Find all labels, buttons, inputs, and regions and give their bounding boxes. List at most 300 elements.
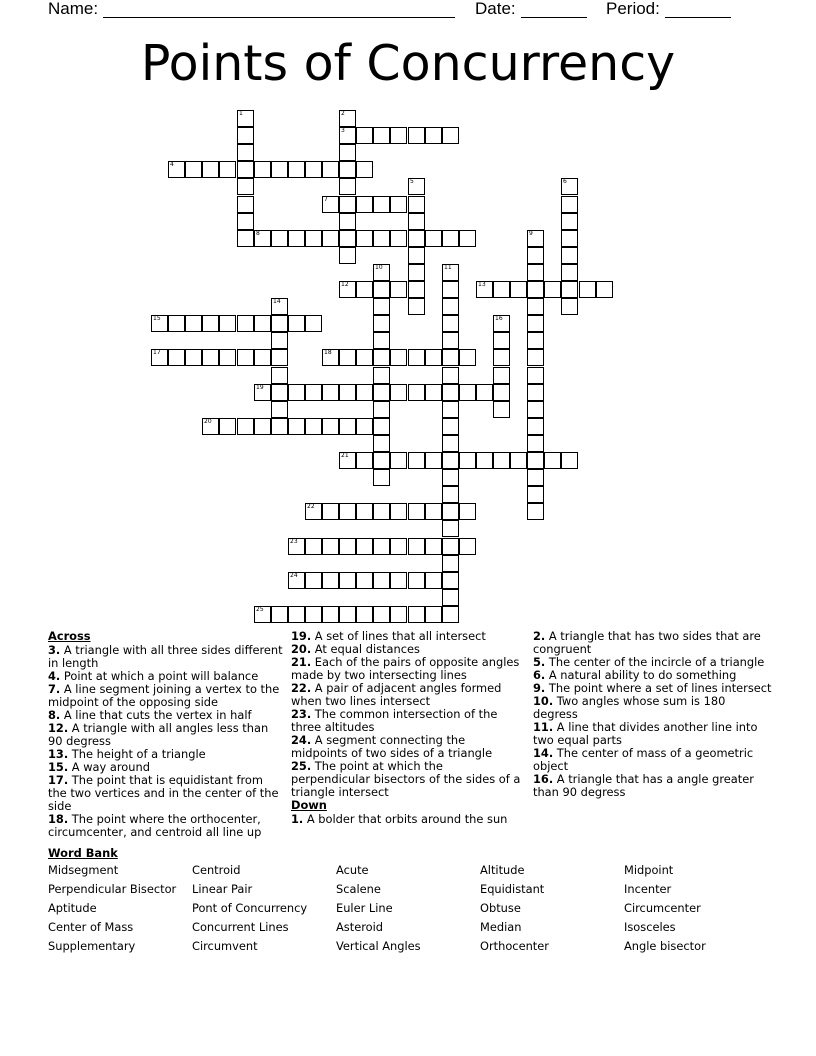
grid-cell[interactable] xyxy=(168,349,185,366)
grid-cell[interactable] xyxy=(442,435,459,452)
grid-cell[interactable] xyxy=(237,127,254,144)
clue-text: A natural ability to do something xyxy=(545,668,737,682)
grid-cell[interactable] xyxy=(254,315,271,332)
grid-cell[interactable] xyxy=(254,418,271,435)
grid-cell[interactable] xyxy=(459,538,476,555)
date-field[interactable] xyxy=(475,0,587,18)
grid-cell[interactable] xyxy=(339,110,356,127)
clue-number: 19 xyxy=(256,384,264,391)
clue-item xyxy=(48,722,284,748)
grid-cell[interactable] xyxy=(356,503,373,520)
clue-number: 14. xyxy=(533,746,554,760)
grid-cell[interactable] xyxy=(237,144,254,161)
grid-cell[interactable] xyxy=(408,503,425,520)
grid-cell[interactable] xyxy=(356,127,373,144)
clue-number: 17 xyxy=(153,349,161,356)
grid-cell[interactable] xyxy=(339,281,356,298)
grid-cell[interactable] xyxy=(237,161,254,178)
grid-cell[interactable] xyxy=(237,196,254,213)
grid-cell[interactable] xyxy=(544,281,561,298)
grid-cell[interactable] xyxy=(373,452,390,469)
grid-cell[interactable] xyxy=(527,281,544,298)
grid-cell[interactable] xyxy=(561,230,578,247)
grid-cell[interactable] xyxy=(459,503,476,520)
grid-cell[interactable] xyxy=(339,384,356,401)
grid-cell[interactable] xyxy=(373,572,390,589)
grid-cell[interactable] xyxy=(288,384,305,401)
grid-cell[interactable] xyxy=(339,606,356,623)
grid-cell[interactable] xyxy=(322,196,339,213)
grid-cell[interactable] xyxy=(151,349,168,366)
grid-cell[interactable] xyxy=(442,452,459,469)
grid-cell[interactable] xyxy=(339,349,356,366)
clue-number: 22. xyxy=(291,681,312,695)
grid-cell[interactable] xyxy=(356,196,373,213)
grid-cell[interactable] xyxy=(339,452,356,469)
grid-cell[interactable] xyxy=(271,606,288,623)
grid-cell[interactable] xyxy=(185,349,202,366)
clue-number: 10. xyxy=(533,694,554,708)
grid-cell[interactable] xyxy=(493,452,510,469)
grid-cell[interactable] xyxy=(442,589,459,606)
grid-cell[interactable] xyxy=(322,606,339,623)
grid-cell[interactable] xyxy=(373,469,390,486)
grid-cell[interactable] xyxy=(390,606,407,623)
grid-cell[interactable] xyxy=(373,401,390,418)
word-bank-item: Circumvent xyxy=(192,939,258,953)
clues-column-2 xyxy=(291,630,525,826)
grid-cell[interactable] xyxy=(322,418,339,435)
grid-cell[interactable] xyxy=(356,606,373,623)
name-field[interactable] xyxy=(48,0,455,18)
clue-number: 24. xyxy=(291,733,312,747)
grid-cell[interactable] xyxy=(271,298,288,315)
grid-cell[interactable] xyxy=(373,315,390,332)
grid-cell[interactable] xyxy=(561,281,578,298)
grid-cell[interactable] xyxy=(408,281,425,298)
grid-cell[interactable] xyxy=(442,230,459,247)
grid-cell[interactable] xyxy=(219,349,236,366)
grid-cell[interactable] xyxy=(579,281,596,298)
grid-cell[interactable] xyxy=(339,213,356,230)
grid-cell[interactable] xyxy=(493,384,510,401)
grid-cell[interactable] xyxy=(425,127,442,144)
grid-cell[interactable] xyxy=(408,384,425,401)
grid-cell[interactable] xyxy=(527,435,544,452)
grid-cell[interactable] xyxy=(305,606,322,623)
grid-cell[interactable] xyxy=(356,572,373,589)
clue-number: 25 xyxy=(256,606,264,613)
grid-cell[interactable] xyxy=(476,452,493,469)
grid-cell[interactable] xyxy=(271,384,288,401)
clue-number: 3 xyxy=(341,127,345,134)
grid-cell[interactable] xyxy=(442,315,459,332)
grid-cell[interactable] xyxy=(425,230,442,247)
grid-cell[interactable] xyxy=(442,367,459,384)
clue-item xyxy=(291,682,525,708)
grid-cell[interactable] xyxy=(305,161,322,178)
grid-cell[interactable] xyxy=(373,196,390,213)
clue-text: Point at which a point will balance xyxy=(60,669,259,683)
grid-cell[interactable] xyxy=(271,161,288,178)
grid-cell[interactable] xyxy=(527,384,544,401)
grid-cell[interactable] xyxy=(459,384,476,401)
grid-cell[interactable] xyxy=(493,349,510,366)
grid-cell[interactable] xyxy=(339,538,356,555)
grid-cell[interactable] xyxy=(527,469,544,486)
grid-cell[interactable] xyxy=(527,367,544,384)
clue-text: Each of the pairs of opposite angles made by two intersecting lines xyxy=(291,655,520,682)
grid-cell[interactable] xyxy=(390,281,407,298)
grid-cell[interactable] xyxy=(254,230,271,247)
grid-cell[interactable] xyxy=(408,264,425,281)
clue-number: 7 xyxy=(324,196,328,203)
grid-cell[interactable] xyxy=(373,503,390,520)
grid-cell[interactable] xyxy=(442,520,459,537)
grid-cell[interactable] xyxy=(356,418,373,435)
grid-cell[interactable] xyxy=(339,161,356,178)
grid-cell[interactable] xyxy=(390,384,407,401)
grid-cell[interactable] xyxy=(288,161,305,178)
grid-cell[interactable] xyxy=(527,332,544,349)
grid-cell[interactable] xyxy=(408,572,425,589)
grid-cell[interactable] xyxy=(425,503,442,520)
grid-cell[interactable] xyxy=(527,349,544,366)
grid-cell[interactable] xyxy=(339,127,356,144)
grid-cell[interactable] xyxy=(254,161,271,178)
grid-cell[interactable] xyxy=(425,538,442,555)
clue-text: A bolder that orbits around the sun xyxy=(303,812,508,826)
grid-cell[interactable] xyxy=(339,247,356,264)
grid-cell[interactable] xyxy=(356,452,373,469)
grid-cell[interactable] xyxy=(561,178,578,195)
grid-cell[interactable] xyxy=(425,384,442,401)
clue-text: At equal distances xyxy=(311,642,420,656)
grid-cell[interactable] xyxy=(373,281,390,298)
grid-cell[interactable] xyxy=(510,452,527,469)
word-bank-item: Linear Pair xyxy=(192,882,253,896)
clue-text: Two angles whose sum is 180 degress xyxy=(533,694,726,721)
grid-cell[interactable] xyxy=(493,315,510,332)
grid-cell[interactable] xyxy=(373,264,390,281)
clue-text: The center of mass of a geometric object xyxy=(533,746,754,773)
grid-cell[interactable] xyxy=(442,572,459,589)
clue-number: 1 xyxy=(239,110,243,117)
grid-cell[interactable] xyxy=(408,298,425,315)
grid-cell[interactable] xyxy=(408,127,425,144)
grid-cell[interactable] xyxy=(493,281,510,298)
grid-cell[interactable] xyxy=(305,230,322,247)
grid-cell[interactable] xyxy=(373,538,390,555)
grid-cell[interactable] xyxy=(408,452,425,469)
grid-cell[interactable] xyxy=(356,230,373,247)
grid-cell[interactable] xyxy=(442,606,459,623)
word-bank-heading: Word Bank xyxy=(48,846,118,860)
grid-cell[interactable] xyxy=(322,503,339,520)
grid-cell[interactable] xyxy=(373,230,390,247)
grid-cell[interactable] xyxy=(390,349,407,366)
clue-item xyxy=(48,813,284,839)
grid-cell[interactable] xyxy=(339,196,356,213)
grid-cell[interactable] xyxy=(356,281,373,298)
grid-cell[interactable] xyxy=(459,452,476,469)
grid-cell[interactable] xyxy=(442,349,459,366)
grid-cell[interactable] xyxy=(373,606,390,623)
grid-cell[interactable] xyxy=(339,178,356,195)
grid-cell[interactable] xyxy=(425,349,442,366)
grid-cell[interactable] xyxy=(476,384,493,401)
clue-text: A triangle that has two sides that are congruent xyxy=(533,629,761,656)
grid-cell[interactable] xyxy=(390,452,407,469)
grid-cell[interactable] xyxy=(339,418,356,435)
grid-cell[interactable] xyxy=(527,401,544,418)
grid-cell[interactable] xyxy=(288,572,305,589)
grid-cell[interactable] xyxy=(237,213,254,230)
grid-cell[interactable] xyxy=(493,332,510,349)
grid-cell[interactable] xyxy=(202,161,219,178)
clue-number: 6 xyxy=(563,178,567,185)
grid-cell[interactable] xyxy=(271,349,288,366)
grid-cell[interactable] xyxy=(442,418,459,435)
word-bank-item: Midsegment xyxy=(48,863,119,877)
grid-cell[interactable] xyxy=(425,572,442,589)
grid-cell[interactable] xyxy=(271,230,288,247)
grid-cell[interactable] xyxy=(442,538,459,555)
word-bank-item: Vertical Angles xyxy=(336,939,421,953)
grid-cell[interactable] xyxy=(373,435,390,452)
grid-cell[interactable] xyxy=(442,503,459,520)
clue-number: 20 xyxy=(204,418,212,425)
grid-cell[interactable] xyxy=(390,196,407,213)
grid-cell[interactable] xyxy=(288,538,305,555)
grid-cell[interactable] xyxy=(442,555,459,572)
grid-cell[interactable] xyxy=(527,230,544,247)
clue-text: The point where the orthocenter, circumcenter, and centroid all line up xyxy=(48,812,262,839)
grid-cell[interactable] xyxy=(356,538,373,555)
grid-cell[interactable] xyxy=(561,247,578,264)
grid-cell[interactable] xyxy=(322,230,339,247)
grid-cell[interactable] xyxy=(442,486,459,503)
clue-item xyxy=(48,644,284,670)
grid-cell[interactable] xyxy=(493,367,510,384)
clue-number: 23 xyxy=(290,538,298,545)
word-bank-item: Midpoint xyxy=(624,863,674,877)
grid-cell[interactable] xyxy=(442,264,459,281)
grid-cell[interactable] xyxy=(322,384,339,401)
grid-cell[interactable] xyxy=(527,486,544,503)
grid-cell[interactable] xyxy=(322,161,339,178)
word-bank-item: Centroid xyxy=(192,863,241,877)
clue-number: 5 xyxy=(410,178,414,185)
grid-cell[interactable] xyxy=(527,503,544,520)
grid-cell[interactable] xyxy=(356,161,373,178)
clue-number: 10 xyxy=(375,264,383,271)
grid-cell[interactable] xyxy=(527,247,544,264)
grid-cell[interactable] xyxy=(254,384,271,401)
period-blank[interactable] xyxy=(665,1,731,18)
grid-cell[interactable] xyxy=(271,315,288,332)
grid-cell[interactable] xyxy=(237,418,254,435)
grid-cell[interactable] xyxy=(271,418,288,435)
grid-cell[interactable] xyxy=(305,384,322,401)
period-field[interactable] xyxy=(606,0,731,18)
grid-cell[interactable] xyxy=(373,349,390,366)
grid-cell[interactable] xyxy=(459,349,476,366)
word-bank-item: Orthocenter xyxy=(480,939,549,953)
grid-cell[interactable] xyxy=(339,144,356,161)
grid-cell[interactable] xyxy=(527,315,544,332)
grid-cell[interactable] xyxy=(202,418,219,435)
grid-cell[interactable] xyxy=(408,349,425,366)
grid-cell[interactable] xyxy=(373,127,390,144)
grid-cell[interactable] xyxy=(339,572,356,589)
grid-cell[interactable] xyxy=(305,538,322,555)
grid-cell[interactable] xyxy=(442,384,459,401)
grid-cell[interactable] xyxy=(442,298,459,315)
grid-cell[interactable] xyxy=(493,401,510,418)
grid-cell[interactable] xyxy=(373,298,390,315)
grid-cell[interactable] xyxy=(527,418,544,435)
grid-cell[interactable] xyxy=(561,213,578,230)
grid-cell[interactable] xyxy=(322,538,339,555)
grid-cell[interactable] xyxy=(219,418,236,435)
clue-number: 19. xyxy=(291,629,312,643)
grid-cell[interactable] xyxy=(442,281,459,298)
clue-number: 12. xyxy=(48,721,69,735)
grid-cell[interactable] xyxy=(237,110,254,127)
grid-cell[interactable] xyxy=(459,230,476,247)
grid-cell[interactable] xyxy=(271,367,288,384)
grid-cell[interactable] xyxy=(305,572,322,589)
grid-cell[interactable] xyxy=(305,503,322,520)
grid-cell[interactable] xyxy=(408,230,425,247)
grid-cell[interactable] xyxy=(408,247,425,264)
grid-cell[interactable] xyxy=(237,230,254,247)
grid-cell[interactable] xyxy=(408,213,425,230)
down-heading: Down xyxy=(291,798,327,812)
grid-cell[interactable] xyxy=(254,349,271,366)
grid-cell[interactable] xyxy=(339,230,356,247)
grid-cell[interactable] xyxy=(373,418,390,435)
grid-cell[interactable] xyxy=(322,572,339,589)
grid-cell[interactable] xyxy=(322,349,339,366)
word-bank-item: Circumcenter xyxy=(624,901,701,915)
grid-cell[interactable] xyxy=(356,384,373,401)
grid-cell[interactable] xyxy=(202,349,219,366)
grid-cell[interactable] xyxy=(442,332,459,349)
grid-cell[interactable] xyxy=(202,315,219,332)
name-blank[interactable] xyxy=(103,1,455,18)
grid-cell[interactable] xyxy=(390,538,407,555)
grid-cell[interactable] xyxy=(476,281,493,298)
grid-cell[interactable] xyxy=(373,367,390,384)
clue-number: 7. xyxy=(48,682,61,696)
clues-column-3 xyxy=(533,630,773,799)
grid-cell[interactable] xyxy=(442,469,459,486)
word-bank-item: Center of Mass xyxy=(48,920,134,934)
grid-cell[interactable] xyxy=(151,315,168,332)
period-label: Period: xyxy=(606,0,660,18)
grid-cell[interactable] xyxy=(356,349,373,366)
grid-cell[interactable] xyxy=(596,281,613,298)
grid-cell[interactable] xyxy=(288,418,305,435)
grid-cell[interactable] xyxy=(527,452,544,469)
grid-cell[interactable] xyxy=(561,452,578,469)
grid-cell[interactable] xyxy=(219,315,236,332)
grid-cell[interactable] xyxy=(561,196,578,213)
clue-text: The point where a set of lines intersect xyxy=(545,681,772,695)
grid-cell[interactable] xyxy=(373,332,390,349)
grid-cell[interactable] xyxy=(561,264,578,281)
date-blank[interactable] xyxy=(521,1,587,18)
grid-cell[interactable] xyxy=(288,230,305,247)
grid-cell[interactable] xyxy=(185,161,202,178)
grid-cell[interactable] xyxy=(305,418,322,435)
grid-cell[interactable] xyxy=(373,384,390,401)
grid-cell[interactable] xyxy=(271,401,288,418)
grid-cell[interactable] xyxy=(168,161,185,178)
grid-cell[interactable] xyxy=(237,315,254,332)
clues-column-1 xyxy=(48,630,284,839)
grid-cell[interactable] xyxy=(237,349,254,366)
grid-cell[interactable] xyxy=(425,606,442,623)
clue-number: 5. xyxy=(533,655,546,669)
grid-cell[interactable] xyxy=(305,315,322,332)
grid-cell[interactable] xyxy=(185,315,202,332)
grid-cell[interactable] xyxy=(408,606,425,623)
grid-cell[interactable] xyxy=(442,127,459,144)
grid-cell[interactable] xyxy=(390,503,407,520)
grid-cell[interactable] xyxy=(561,298,578,315)
clue-number: 16. xyxy=(533,772,554,786)
clue-number: 23. xyxy=(291,707,312,721)
grid-cell[interactable] xyxy=(527,264,544,281)
grid-cell[interactable] xyxy=(390,230,407,247)
grid-cell[interactable] xyxy=(408,178,425,195)
word-bank-item: Incenter xyxy=(624,882,672,896)
grid-cell[interactable] xyxy=(408,538,425,555)
grid-cell[interactable] xyxy=(339,503,356,520)
clue-number: 15 xyxy=(153,315,161,322)
clue-number: 9 xyxy=(529,230,533,237)
clue-number: 24 xyxy=(290,572,298,579)
grid-cell[interactable] xyxy=(288,606,305,623)
grid-cell[interactable] xyxy=(390,127,407,144)
word-bank-item: Scalene xyxy=(336,882,381,896)
clue-number: 22 xyxy=(307,503,315,510)
grid-cell[interactable] xyxy=(254,606,271,623)
grid-cell[interactable] xyxy=(219,161,236,178)
grid-cell[interactable] xyxy=(408,196,425,213)
clue-number: 2 xyxy=(341,110,345,117)
grid-cell[interactable] xyxy=(442,401,459,418)
grid-cell[interactable] xyxy=(271,332,288,349)
grid-cell[interactable] xyxy=(237,178,254,195)
clue-number: 15. xyxy=(48,760,69,774)
grid-cell[interactable] xyxy=(544,452,561,469)
grid-cell[interactable] xyxy=(168,315,185,332)
grid-cell[interactable] xyxy=(390,572,407,589)
grid-cell[interactable] xyxy=(510,281,527,298)
grid-cell[interactable] xyxy=(425,452,442,469)
clue-number: 21 xyxy=(341,452,349,459)
clue-number: 3. xyxy=(48,643,61,657)
grid-cell[interactable] xyxy=(288,315,305,332)
clue-number: 21. xyxy=(291,655,312,669)
name-label: Name: xyxy=(48,0,99,18)
clue-number: 18 xyxy=(324,349,332,356)
grid-cell[interactable] xyxy=(527,298,544,315)
